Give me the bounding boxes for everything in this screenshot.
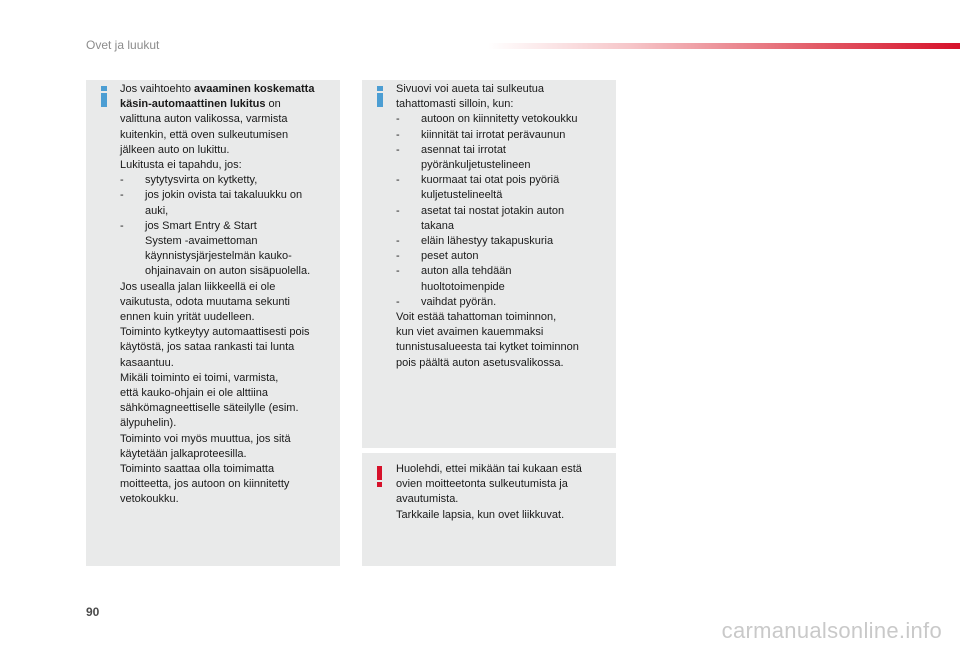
list-item-text: kuljetustelineeltä [421, 189, 503, 202]
list-dash: - [396, 265, 400, 278]
list-dash: - [396, 113, 400, 126]
paragraph-line: kuitenkin, että oven sulkeutumisen [120, 128, 289, 141]
list-dash: - [396, 295, 400, 308]
paragraph-line: vetokoukku. [120, 493, 179, 506]
header-accent-bar [488, 43, 960, 49]
list-dash: - [120, 219, 124, 232]
paragraph-line: Jos usealla jalan liikkeellä ei ole [120, 280, 276, 293]
list-dash: - [396, 143, 400, 156]
list-item-text: takana [421, 219, 455, 232]
list-item-text: huoltotoimenpide [421, 280, 505, 293]
paragraph-line: vaikutusta, odota muutama sekunti [120, 295, 290, 308]
info-note-right-text [396, 82, 579, 371]
info-note-left-text [120, 82, 314, 508]
list-item [396, 295, 579, 310]
warning-note-text [396, 462, 582, 523]
paragraph-line: kun viet avaimen kauemmaksi [396, 326, 544, 339]
list-item [396, 264, 579, 294]
list-item [120, 219, 314, 280]
list-item-text: ohjainavain on auton sisäpuolella. [145, 265, 311, 278]
list-item-text: kuormaat tai otat pois pyöriä [421, 174, 560, 187]
paragraph-line: Sivuovi voi aueta tai sulkeutua [396, 83, 544, 95]
list-dash: - [396, 174, 400, 187]
paragraph-line: jälkeen auto on lukittu. [120, 143, 230, 156]
list-item-text: käynnistysjärjestelmän kauko- [145, 250, 292, 263]
list-item-text: pyöränkuljetustelineen [421, 159, 531, 172]
list-item [396, 249, 579, 264]
list-item [396, 112, 579, 127]
warning-line: Huolehdi, ettei mikään tai kukaan estä [396, 463, 582, 475]
list-item [120, 173, 314, 188]
list-item [396, 128, 579, 143]
info-icon [376, 86, 384, 107]
paragraph-line: älypuhelin). [120, 417, 177, 430]
paragraph-line: Toiminto saattaa olla toimimatta [120, 463, 275, 476]
intro-line-1: Jos vaihtoehto avaaminen koskematta [120, 83, 315, 95]
warning-line: ovien moitteetonta sulkeutumista ja [396, 478, 568, 491]
paragraph-line: Voit estää tahattoman toiminnon, [396, 311, 557, 324]
paragraph-line: käytetään jalkaproteesilla. [120, 447, 247, 460]
paragraph-line: käytöstä, jos sataa rankasti tai lunta [120, 341, 295, 354]
list-item [396, 234, 579, 249]
paragraph-line: Lukitusta ei tapahdu, jos: [120, 159, 242, 172]
list-dash: - [396, 204, 400, 217]
paragraph-line: tahattomasti silloin, kun: [396, 98, 514, 111]
list-dash: - [396, 250, 400, 263]
paragraph-line: Mikäli toiminto ei toimi, varmista, [120, 371, 279, 384]
paragraph-line: pois päältä auton asetusvalikossa. [396, 356, 564, 369]
list-item-text: kiinnität tai irrotat perävaunun [421, 128, 566, 141]
list-item-text: vaihdat pyörän. [421, 295, 497, 308]
list-item [120, 188, 314, 218]
list-item [396, 204, 579, 234]
list-item [396, 173, 579, 203]
list-dash: - [120, 189, 124, 202]
list-item-text: eläin lähestyy takapuskuria [421, 235, 554, 248]
paragraph-line: Toiminto voi myös muuttua, jos sitä [120, 432, 291, 445]
list-item-text: autoon on kiinnitetty vetokoukku [421, 113, 578, 126]
exclamation-icon [376, 466, 384, 487]
paragraph-line: kasaantuu. [120, 356, 174, 369]
list-item-text: jos Smart Entry & Start [145, 219, 257, 232]
info-icon [100, 86, 108, 107]
list-dash: - [396, 128, 400, 141]
list-item-text: auton alla tehdään [421, 265, 512, 278]
page-number: 90 [86, 605, 100, 619]
list-dash: - [120, 174, 124, 187]
paragraph-line: että kauko-ohjain ei ole alttiina [120, 387, 268, 400]
paragraph-line: ennen kuin yrität uudelleen. [120, 311, 255, 324]
list-item-text: jos jokin ovista tai takaluukku on [145, 189, 303, 202]
paragraph-line: Toiminto kytkeytyy automaattisesti pois [120, 326, 310, 339]
list-item-text: asetat tai nostat jotakin auton [421, 204, 565, 217]
paragraph-line: tunnistusalueesta tai kytket toiminnon [396, 341, 579, 354]
list-item [396, 143, 579, 173]
list-item-text: System -avaimettoman [145, 235, 258, 248]
list-dash: - [396, 235, 400, 248]
list-item-text: peset auton [421, 250, 479, 263]
warning-line: Tarkkaile lapsia, kun ovet liikkuvat. [396, 508, 565, 521]
section-title: Ovet ja luukut [86, 38, 160, 52]
list-item-text: auki, [145, 204, 169, 217]
paragraph-line: sähkömagneettiselle säteilylle (esim. [120, 402, 299, 415]
paragraph-line: moitteetta, jos autoon on kiinnitetty [120, 478, 290, 491]
watermark: carmanualsonline.info [721, 618, 942, 643]
intro-line-2: käsin-automaattinen lukitus on [120, 98, 281, 111]
paragraph-line: valittuna auton valikossa, varmista [120, 113, 288, 126]
list-item-text: sytytysvirta on kytketty, [145, 174, 258, 187]
list-item-text: asennat tai irrotat [421, 143, 506, 156]
warning-line: avautumista. [396, 493, 459, 506]
